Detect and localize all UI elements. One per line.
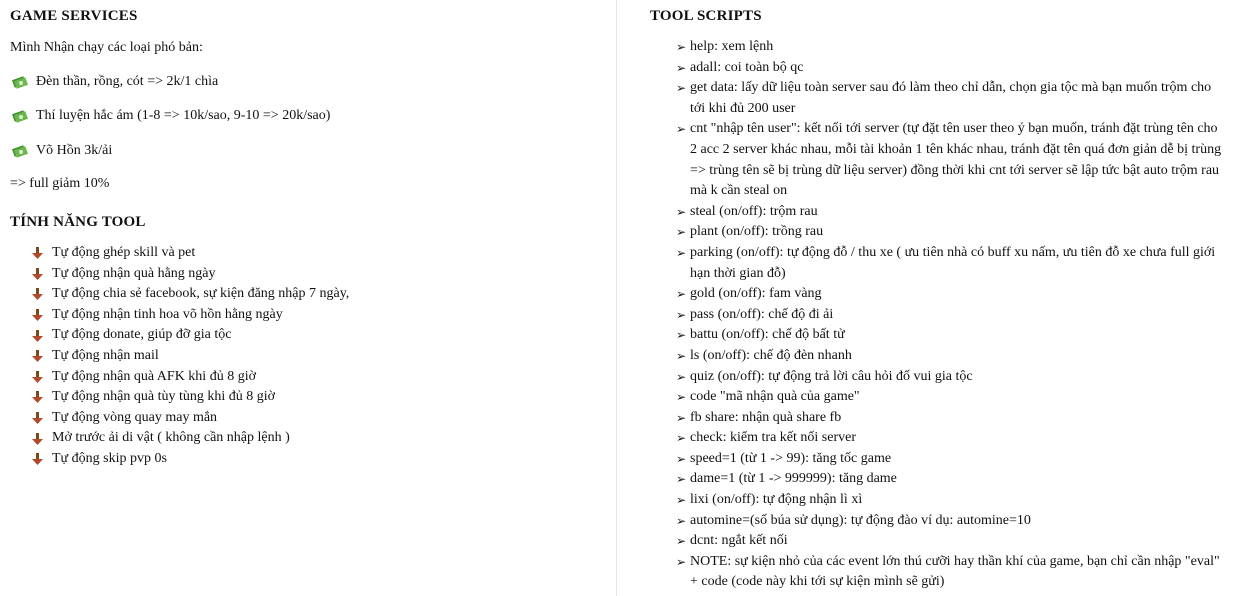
feature-text: Tự động nhận tinh hoa võ hồn hằng ngày (52, 306, 283, 322)
script-item (676, 552, 1228, 593)
script-item (676, 469, 1228, 490)
service-item (12, 74, 218, 90)
down-arrow-icon (32, 308, 44, 322)
features-list (32, 243, 349, 470)
arrowhead-bullet-icon: ➢ (676, 431, 687, 446)
script-item (676, 531, 1228, 552)
script-text: dame=1 (từ 1 -> 999999): tăng dame (690, 471, 897, 487)
script-item (676, 78, 1228, 119)
script-text: quiz (on/off): tự động trả lời câu hỏi đố vui gia tộc (690, 368, 973, 384)
feature-item (32, 264, 349, 285)
services-intro: Mình Nhận chạy các loại phó bản: (10, 40, 203, 55)
feature-text: Tự động nhận mail (52, 347, 159, 363)
down-arrow-icon (32, 329, 44, 343)
script-item (676, 222, 1228, 243)
down-arrow-icon (32, 267, 44, 281)
arrowhead-bullet-icon: ➢ (676, 40, 687, 54)
arrowhead-bullet-icon: ➢ (676, 287, 687, 302)
script-text: check: kiểm tra kết nối server (690, 430, 856, 446)
script-item (676, 202, 1228, 223)
script-item (676, 325, 1228, 346)
arrowhead-bullet-icon: ➢ (676, 307, 687, 322)
money-icon (12, 109, 28, 123)
script-text: lixi (on/off): tự động nhận lì xì (690, 492, 863, 508)
service-item (12, 108, 330, 124)
feature-text: Tự động donate, giúp đỡ gia tộc (52, 327, 232, 343)
arrowhead-bullet-icon: ➢ (676, 369, 687, 384)
discount-note: => full giảm 10% (10, 176, 110, 191)
script-text: automine=(số búa sử dụng): tự động đào ví dụ: automine=10 (690, 512, 1031, 528)
arrowhead-bullet-icon: ➢ (676, 451, 687, 466)
script-text: steal (on/off): trộm rau (690, 203, 818, 219)
script-text: cnt "nhập tên user": kết nối tới server (tự đặt tên user theo ý bạn muốn, tránh đặt trùng tên cho 2 acc 2 server khác nhau, mỗi tài khoản 1 tên khác nhau, tránh đặt tên quá đơn giản dễ bị trùng => trùng tên sẽ bị trùng dữ liệu server) đồng thời khi cnt tới server sẽ lập tức bật auto trộm rau mà k cần steal on (690, 121, 1222, 199)
arrowhead-bullet-icon: ➢ (676, 410, 687, 425)
feature-text: Tự động vòng quay may mắn (52, 409, 218, 425)
arrowhead-bullet-icon: ➢ (676, 534, 687, 549)
feature-item (32, 346, 349, 367)
arrowhead-bullet-icon: ➢ (676, 472, 687, 487)
script-item (676, 449, 1228, 470)
money-icon (12, 144, 28, 158)
down-arrow-icon (32, 432, 44, 446)
script-text: battu (on/off): chế độ bất tử (690, 327, 845, 343)
scripts-list (676, 37, 1228, 593)
feature-item (32, 449, 349, 470)
feature-item (32, 284, 349, 305)
feature-text: Tự động skip pvp 0s (52, 450, 167, 466)
feature-text: Tự động ghép skill và pet (52, 245, 196, 260)
script-item (676, 346, 1228, 367)
tool-scripts-title: TOOL SCRIPTS (650, 8, 762, 24)
down-arrow-icon (32, 452, 44, 466)
script-item (676, 511, 1228, 532)
feature-text: Mở trước ải di vật ( không cần nhập lệnh ) (52, 430, 290, 446)
down-arrow-icon (32, 370, 44, 384)
script-text: fb share: nhận quà share fb (690, 409, 842, 425)
feature-text: Tự động chia sẻ facebook, sự kiện đăng nhập 7 ngày, (52, 286, 350, 302)
arrowhead-bullet-icon: ➢ (676, 348, 687, 363)
arrowhead-bullet-icon: ➢ (676, 225, 687, 240)
feature-item (32, 428, 349, 449)
script-item (676, 408, 1228, 429)
down-arrow-icon (32, 349, 44, 363)
service-text: Đèn thần, rồng, cót => 2k/1 chìa (36, 74, 219, 89)
down-arrow-icon (32, 287, 44, 301)
arrowhead-bullet-icon: ➢ (676, 60, 687, 75)
script-item (676, 243, 1228, 284)
script-item (676, 58, 1228, 79)
feature-item (32, 367, 349, 388)
feature-item (32, 387, 349, 408)
feature-text: Tự động nhận quà AFK khi đủ 8 giờ (52, 368, 256, 384)
arrowhead-bullet-icon: ➢ (676, 122, 687, 137)
script-text: plant (on/off): trồng rau (690, 224, 824, 240)
script-item (676, 284, 1228, 305)
column-divider (616, 0, 617, 596)
script-text: NOTE: sự kiện nhỏ của các event lớn thú cưỡi hay thần khí của game, bạn chỉ cần nhập "eval" + code (code này khi tới sự kiện mình sẽ gửi) (690, 553, 1220, 590)
script-text: speed=1 (từ 1 -> 99): tăng tốc game (690, 450, 892, 466)
tool-features-title: TÍNH NĂNG TOOL (10, 214, 146, 230)
script-text: dcnt: ngắt kết nối (690, 533, 788, 549)
script-text: help: xem lệnh (690, 39, 774, 54)
game-services-title: GAME SERVICES (10, 8, 138, 24)
script-item (676, 119, 1228, 201)
money-icon (12, 75, 28, 89)
script-item (676, 367, 1228, 388)
arrowhead-bullet-icon: ➢ (676, 513, 687, 528)
script-text: gold (on/off): fam vàng (690, 286, 822, 302)
arrowhead-bullet-icon: ➢ (676, 245, 687, 260)
feature-item (32, 305, 349, 326)
arrowhead-bullet-icon: ➢ (676, 390, 687, 405)
script-text: code "mã nhận quà của game" (690, 389, 860, 405)
script-text: adall: coi toàn bộ qc (690, 59, 804, 75)
arrowhead-bullet-icon: ➢ (676, 81, 687, 96)
feature-item (32, 243, 349, 264)
down-arrow-icon (32, 390, 44, 404)
script-item (676, 387, 1228, 408)
arrowhead-bullet-icon: ➢ (676, 554, 687, 569)
script-item (676, 428, 1228, 449)
arrowhead-bullet-icon: ➢ (676, 204, 687, 219)
arrowhead-bullet-icon: ➢ (676, 493, 687, 508)
feature-text: Tự động nhận quà tùy tùng khi đủ 8 giờ (52, 389, 276, 405)
down-arrow-icon (32, 411, 44, 425)
script-item (676, 490, 1228, 511)
service-text: Võ Hồn 3k/ải (36, 143, 113, 158)
down-arrow-icon (32, 246, 44, 260)
feature-text: Tự động nhận quà hằng ngày (52, 265, 216, 281)
feature-item (32, 325, 349, 346)
service-text: Thí luyện hắc ám (1-8 => 10k/sao, 9-10 => 20k/sao) (36, 108, 331, 123)
script-text: parking (on/off): tự động đỗ / thu xe ( ưu tiên nhà có buff xu nấm, ưu tiên đỗ xe chưa full giới hạn thời gian đỗ) (690, 244, 1216, 281)
script-text: pass (on/off): chế độ đi ải (690, 306, 834, 322)
script-item (676, 305, 1228, 326)
script-item (676, 37, 1228, 58)
script-text: ls (on/off): chế độ đèn nhanh (690, 347, 852, 363)
script-text: get data: lấy dữ liệu toàn server sau đó làm theo chỉ dẫn, chọn gia tộc mà bạn muốn trộm cho tới khi đủ 200 user (690, 80, 1212, 116)
service-item (12, 143, 112, 159)
arrowhead-bullet-icon: ➢ (676, 328, 687, 343)
feature-item (32, 408, 349, 429)
